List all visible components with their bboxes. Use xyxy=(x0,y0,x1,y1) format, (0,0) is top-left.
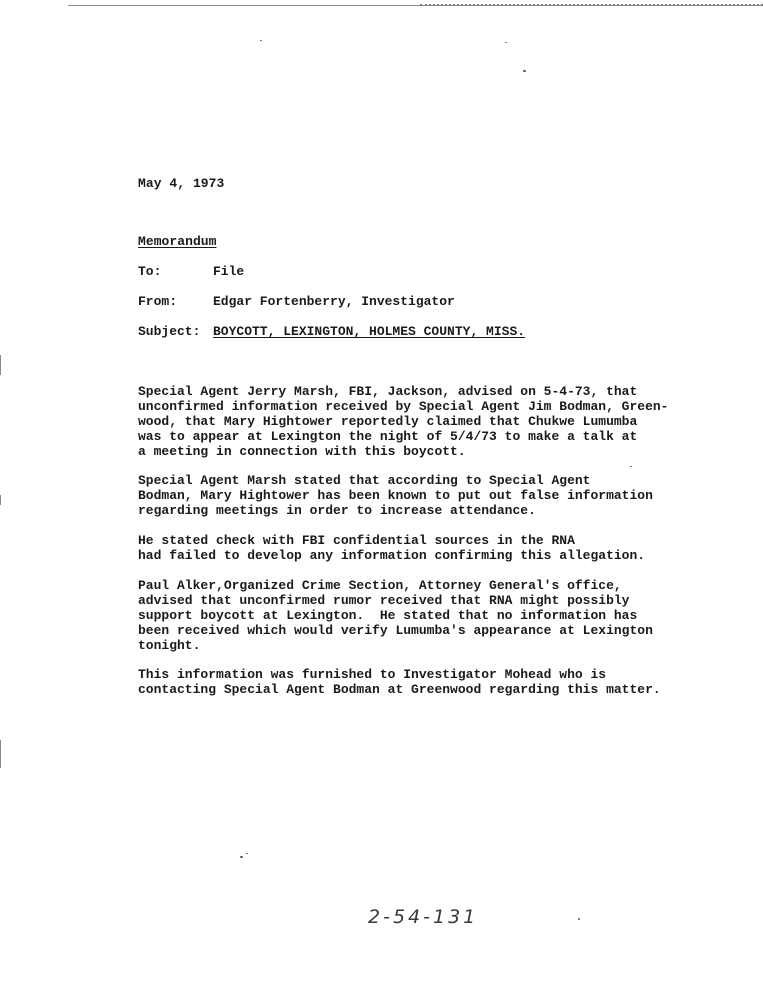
from-value: Edgar Fortenberry, Investigator xyxy=(213,294,455,309)
scan-speck xyxy=(246,853,248,854)
from-label: From: xyxy=(138,294,178,309)
paragraph-line: He stated check with FBI confidential sources in the RNA xyxy=(138,533,575,548)
paragraph-line: Special Agent Jerry Marsh, FBI, Jackson, advised on 5-4-73, that xyxy=(138,384,638,399)
paragraph-line: tonight. xyxy=(138,638,201,653)
memo-date: May 4, 1973 xyxy=(138,176,225,191)
subject-value: BOYCOTT, LEXINGTON, HOLMES COUNTY, MISS. xyxy=(213,324,526,339)
scan-edge-dots xyxy=(420,0,763,6)
scan-edge-mark xyxy=(0,740,1,768)
paragraph-line: unconfirmed information received by Special Agent Jim Bodman, Green- xyxy=(138,399,669,414)
paragraph-line: advised that unconfirmed rumor received that RNA might possibly xyxy=(138,593,630,608)
scan-edge-mark xyxy=(0,355,1,375)
scan-edge-mark xyxy=(0,495,1,505)
paragraph-line: Paul Alker,Organized Crime Section, Attorney General's office, xyxy=(138,578,622,593)
paragraph-line: regarding meetings in order to increase attendance. xyxy=(138,503,536,518)
memo-heading: Memorandum xyxy=(138,234,217,249)
to-value: File xyxy=(213,264,245,279)
to-label: To: xyxy=(138,264,162,279)
paragraph-line: a meeting in connection with this boycott. xyxy=(138,444,466,459)
scan-speck xyxy=(260,40,262,41)
paragraph-marsh-report xyxy=(138,384,669,459)
paragraph-line: had failed to develop any information confirming this allegation. xyxy=(138,548,646,563)
paragraph-line: Bodman, Mary Hightower has been known to put out false information xyxy=(138,488,653,503)
paragraph-alker-report xyxy=(138,578,653,653)
paragraph-line: wood, that Mary Hightower reportedly claimed that Chukwe Lumumba xyxy=(138,414,638,429)
scan-speck xyxy=(240,856,243,858)
scan-speck xyxy=(630,466,632,467)
paragraph-line: been received which would verify Lumumba's appearance at Lexington xyxy=(138,623,653,638)
scan-speck xyxy=(578,918,580,920)
paragraph-line: was to appear at Lexington the night of 5/4/73 to make a talk at xyxy=(138,429,638,444)
handwritten-file-number: 2-54-131 xyxy=(368,906,479,928)
paragraph-furnished-mohead xyxy=(138,667,661,697)
scan-speck xyxy=(505,42,507,43)
subject-label: Subject: xyxy=(138,324,201,339)
paragraph-line: support boycott at Lexington. He stated that no information has xyxy=(138,608,638,623)
paragraph-line: This information was furnished to Investigator Mohead who is xyxy=(138,667,607,682)
paragraph-fbi-sources xyxy=(138,533,645,563)
scan-speck xyxy=(523,70,526,72)
paragraph-line: Special Agent Marsh stated that according to Special Agent xyxy=(138,473,591,488)
paragraph-line: contacting Special Agent Bodman at Greenwood regarding this matter. xyxy=(138,682,661,697)
paragraph-false-information xyxy=(138,473,653,518)
